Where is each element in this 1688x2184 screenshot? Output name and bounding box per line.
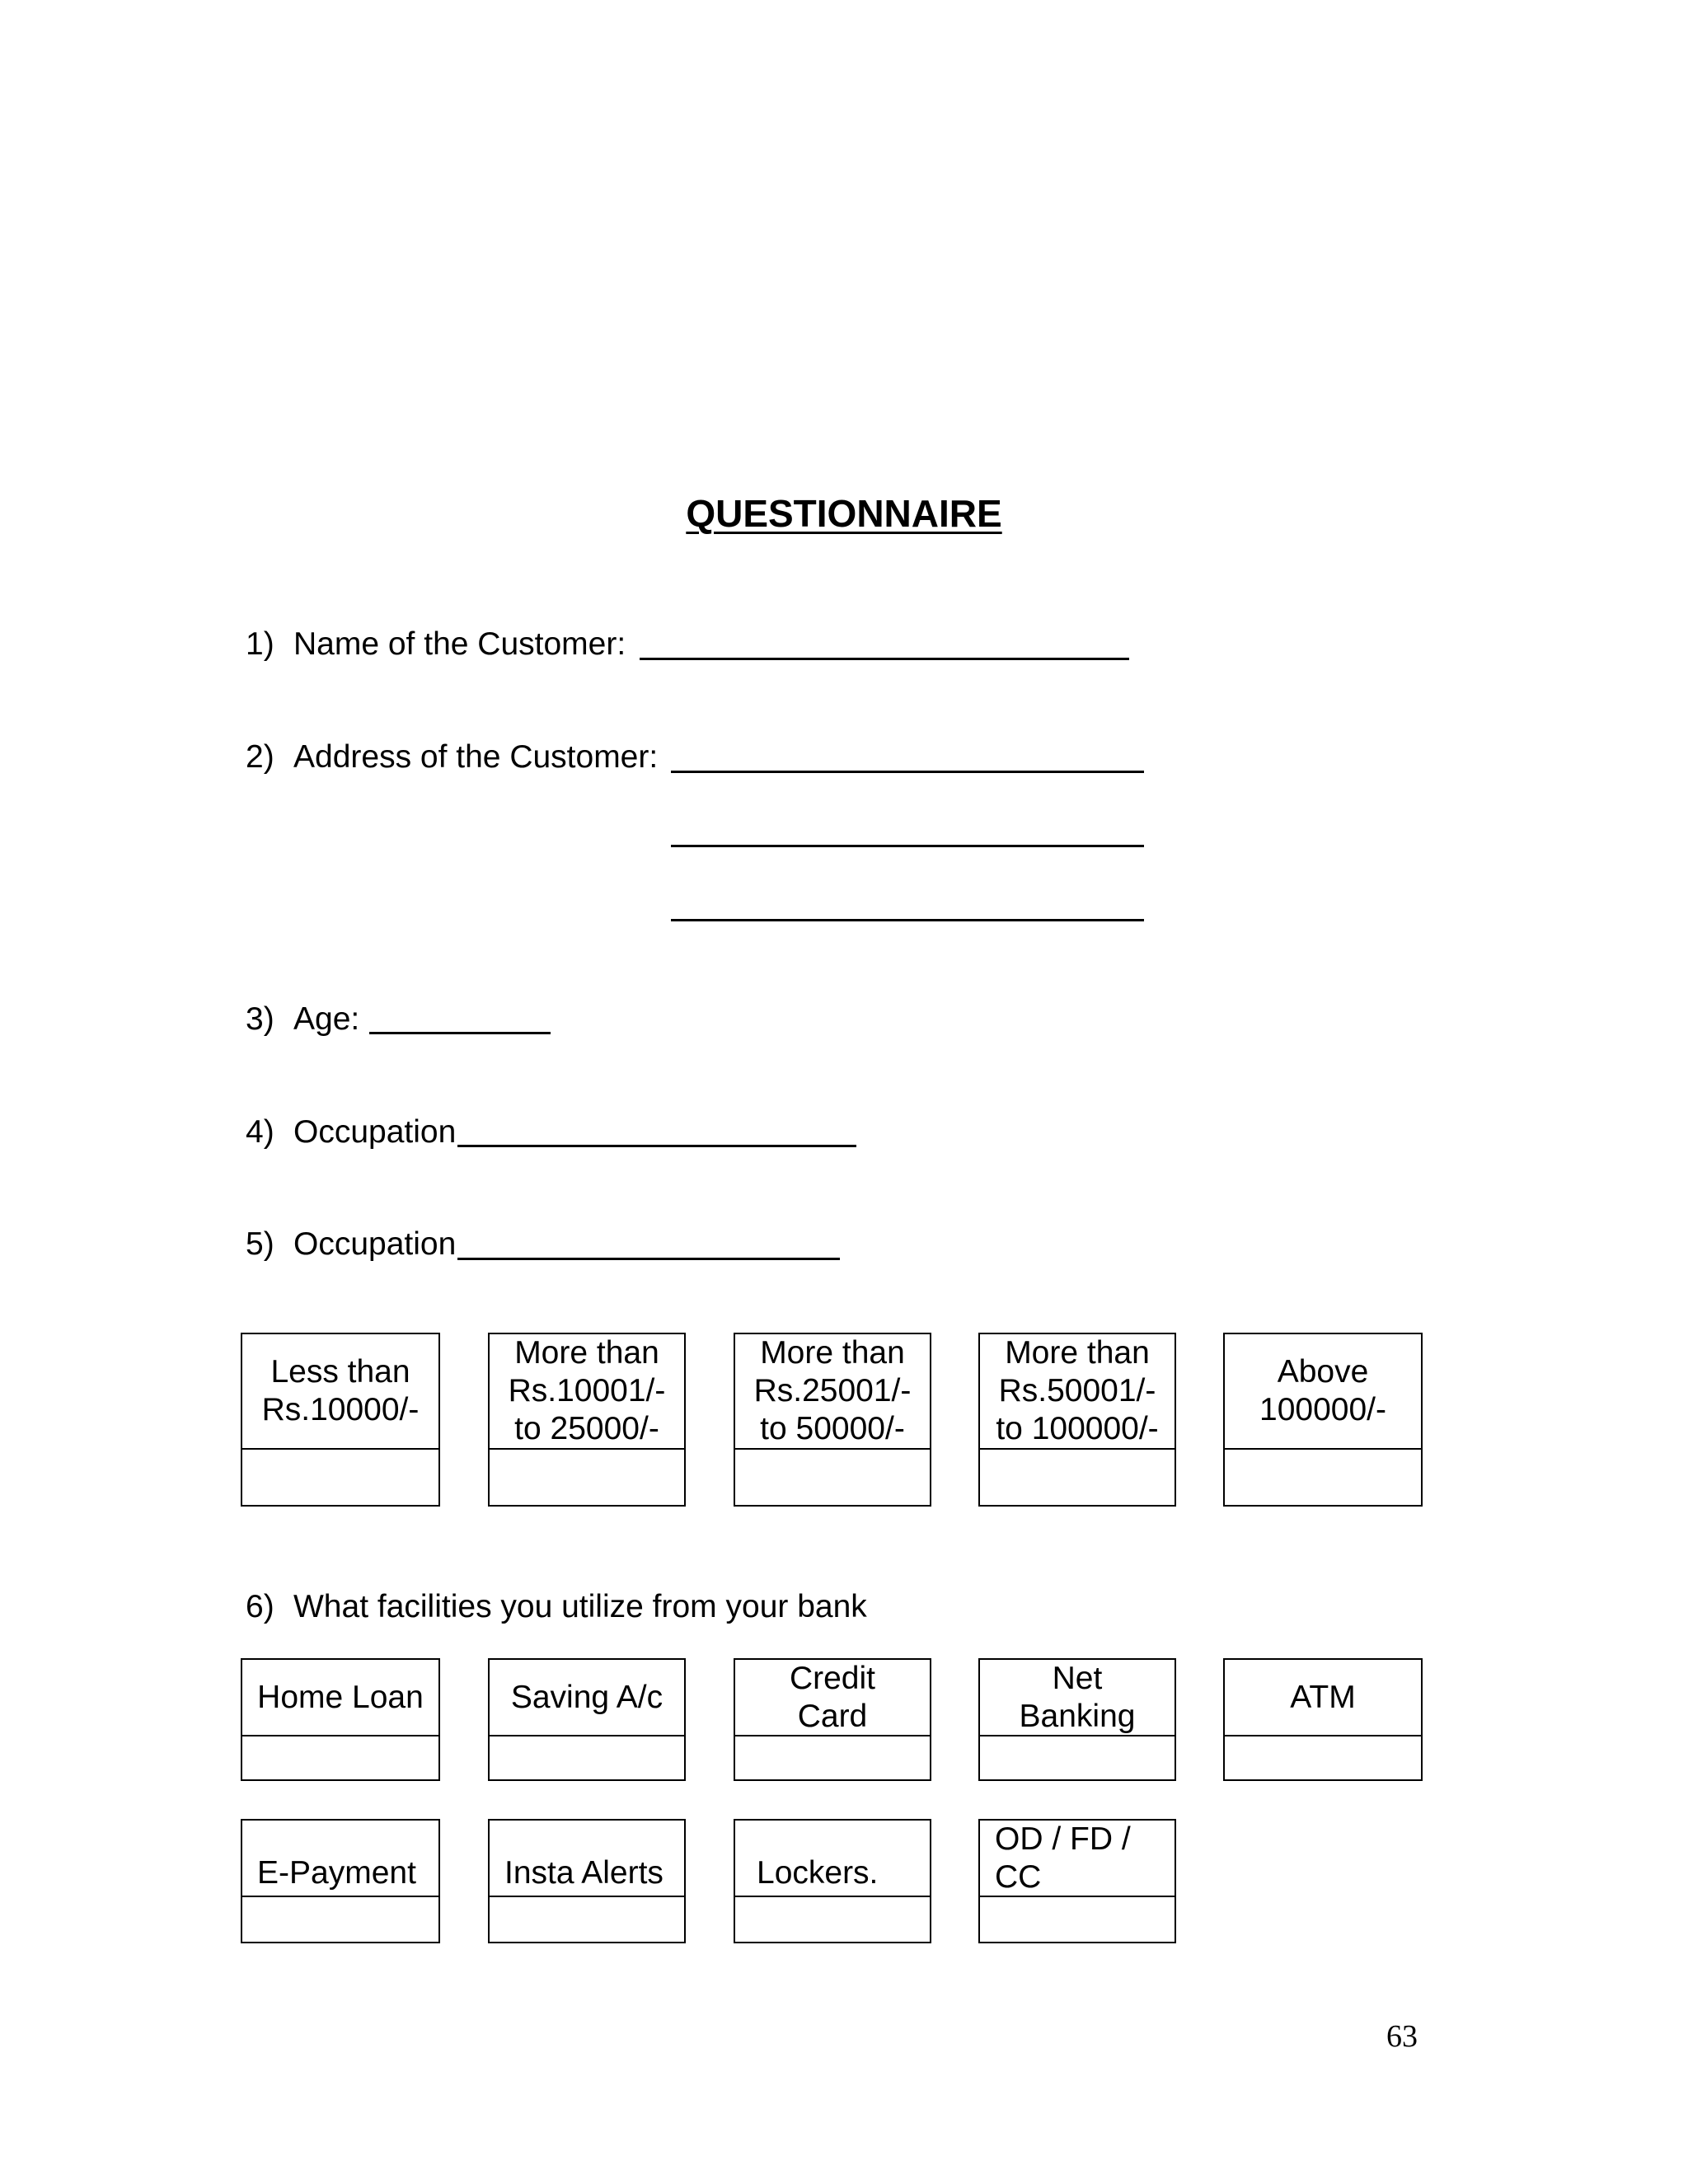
question-2 bbox=[246, 741, 658, 773]
income-option-label: More than Rs.50001/- to 100000/- bbox=[980, 1334, 1175, 1450]
facility-option-checkbox[interactable] bbox=[490, 1897, 684, 1942]
question-number: 1) bbox=[246, 626, 274, 662]
facility-option-label: OD / FD / CC bbox=[980, 1821, 1175, 1897]
question-text: Address of the Customer: bbox=[293, 739, 659, 775]
income-option-checkbox[interactable] bbox=[242, 1450, 438, 1505]
facility-option-checkbox[interactable] bbox=[1225, 1736, 1421, 1779]
page-number: 63 bbox=[1386, 2019, 1418, 2054]
income-option-label: More than Rs.10001/- to 25000/- bbox=[490, 1334, 684, 1450]
facility-option-label: Home Loan bbox=[242, 1660, 438, 1736]
occupation-field-2[interactable] bbox=[457, 1258, 840, 1260]
income-option-checkbox[interactable] bbox=[1225, 1450, 1421, 1505]
facility-option-box bbox=[488, 1819, 686, 1943]
facility-option-box bbox=[241, 1658, 440, 1781]
question-6 bbox=[246, 1591, 867, 1623]
income-option-checkbox[interactable] bbox=[490, 1450, 684, 1505]
question-4 bbox=[246, 1116, 456, 1148]
income-option-label: Above 100000/- bbox=[1225, 1334, 1421, 1450]
question-text: What facilities you utilize from your bank bbox=[293, 1589, 867, 1624]
facility-option-checkbox[interactable] bbox=[242, 1897, 438, 1942]
facility-option-checkbox[interactable] bbox=[980, 1736, 1175, 1779]
address-line-1-field[interactable] bbox=[671, 771, 1144, 773]
facility-option-checkbox[interactable] bbox=[735, 1736, 930, 1779]
income-option-box bbox=[241, 1333, 440, 1507]
customer-name-field[interactable] bbox=[640, 658, 1129, 660]
facility-option-box bbox=[734, 1658, 931, 1781]
occupation-field[interactable] bbox=[457, 1145, 856, 1147]
question-5 bbox=[246, 1228, 456, 1260]
facility-option-box bbox=[1223, 1658, 1423, 1781]
page-title: QUESTIONNAIRE bbox=[686, 492, 1002, 535]
income-option-box bbox=[488, 1333, 686, 1507]
facility-option-box bbox=[734, 1819, 931, 1943]
income-option-box bbox=[978, 1333, 1176, 1507]
question-3 bbox=[246, 1003, 359, 1035]
income-option-checkbox[interactable] bbox=[980, 1450, 1175, 1505]
income-option-label: Less than Rs.10000/- bbox=[242, 1334, 438, 1450]
question-1 bbox=[246, 628, 626, 660]
address-line-2-field[interactable] bbox=[671, 845, 1144, 847]
facility-option-label: Lockers. bbox=[735, 1821, 930, 1897]
question-number: 3) bbox=[246, 1001, 274, 1037]
question-text: Name of the Customer: bbox=[293, 626, 626, 662]
question-number: 5) bbox=[246, 1226, 274, 1262]
question-number: 2) bbox=[246, 739, 274, 775]
facility-option-checkbox[interactable] bbox=[735, 1897, 930, 1942]
income-option-checkbox[interactable] bbox=[735, 1450, 930, 1505]
facility-option-label: E-Payment bbox=[242, 1821, 438, 1897]
facility-option-label: ATM bbox=[1225, 1660, 1421, 1736]
facility-option-label: Saving A/c bbox=[490, 1660, 684, 1736]
question-number: 6) bbox=[246, 1589, 274, 1624]
question-text: Age: bbox=[293, 1001, 360, 1037]
facility-option-label: Net Banking bbox=[980, 1660, 1175, 1736]
facility-option-checkbox[interactable] bbox=[490, 1736, 684, 1779]
address-line-3-field[interactable] bbox=[671, 919, 1144, 921]
facility-option-label: Insta Alerts bbox=[490, 1821, 684, 1897]
facility-option-label: Credit Card bbox=[735, 1660, 930, 1736]
question-text: Occupation bbox=[293, 1226, 457, 1262]
facility-option-box bbox=[978, 1658, 1176, 1781]
age-field[interactable] bbox=[369, 1032, 551, 1034]
facility-option-box bbox=[488, 1658, 686, 1781]
facility-option-box bbox=[241, 1819, 440, 1943]
facility-option-box bbox=[978, 1819, 1176, 1943]
question-text: Occupation bbox=[293, 1114, 457, 1150]
facility-option-checkbox[interactable] bbox=[980, 1897, 1175, 1942]
income-option-box bbox=[1223, 1333, 1423, 1507]
question-number: 4) bbox=[246, 1114, 274, 1150]
income-option-label: More than Rs.25001/- to 50000/- bbox=[735, 1334, 930, 1450]
facility-option-checkbox[interactable] bbox=[242, 1736, 438, 1779]
income-option-box bbox=[734, 1333, 931, 1507]
